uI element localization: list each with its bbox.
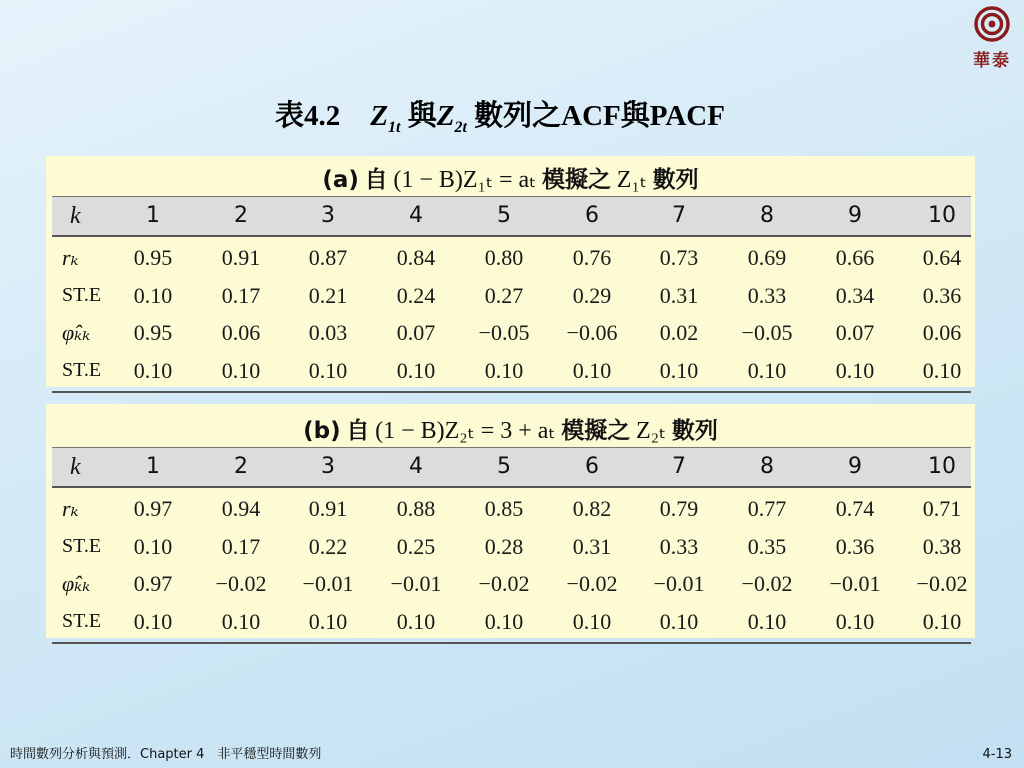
table-cell: 0.17 <box>221 533 261 559</box>
table-cell: −0.01 <box>302 571 354 596</box>
header-lag-cell: 10 <box>928 203 956 228</box>
title-z2: Z <box>436 100 455 132</box>
table-cell: 0.33 <box>659 533 699 559</box>
table-cell: 0.38 <box>922 533 962 559</box>
logo-text: 華泰 <box>973 51 1011 71</box>
table-cell: 0.10 <box>484 357 524 383</box>
header-lag-cell: 1 <box>146 454 160 479</box>
table-cell: −0.02 <box>478 571 530 596</box>
caption-variable: Z₁ₜ <box>616 167 647 193</box>
table-cell: 0.85 <box>484 496 524 521</box>
table-cell: 0.10 <box>396 608 436 634</box>
table-cell: 0.02 <box>659 320 699 345</box>
table-cell: 0.10 <box>308 357 348 383</box>
header-lag-cell: 7 <box>672 454 686 479</box>
table-cell: 0.82 <box>572 496 612 521</box>
table-cell: 0.10 <box>133 357 173 383</box>
header-lag-cell: 8 <box>760 454 774 479</box>
table-cell: 0.10 <box>922 608 962 634</box>
header-lag-cell: 1 <box>146 203 160 228</box>
table-cell: 0.10 <box>221 357 261 383</box>
caption-suffix: 模擬之 <box>542 167 612 193</box>
panel-a <box>46 156 975 387</box>
header-lag-cell: 6 <box>585 454 599 479</box>
row-label: ST.E <box>62 609 102 632</box>
header-k-label: k <box>70 203 81 229</box>
table-cell: 0.10 <box>747 357 787 383</box>
row-label: φ̂ₖₖ <box>62 571 91 596</box>
header-lag-cell: 3 <box>321 203 335 228</box>
table-row <box>52 314 971 351</box>
row-label: rₖ <box>62 496 79 521</box>
table-cell: 0.80 <box>484 245 524 270</box>
caption-prefix: 自 <box>364 167 388 193</box>
table-cell: −0.01 <box>390 571 442 596</box>
table-cell: 0.74 <box>835 496 875 521</box>
table-cell: −0.02 <box>916 571 968 596</box>
table-cell: 0.27 <box>484 282 524 308</box>
table-cell: −0.06 <box>566 320 618 345</box>
caption-end: 數列 <box>652 167 699 193</box>
table-bottom-rule <box>52 642 971 644</box>
table-cell: 0.10 <box>659 357 699 383</box>
table-cell: 0.88 <box>396 496 436 521</box>
header-lag-cell: 9 <box>848 454 862 479</box>
table-cell: 0.03 <box>308 320 348 345</box>
table-cell: 0.10 <box>484 608 524 634</box>
header-lag-cell: 7 <box>672 203 686 228</box>
table-cell: 0.10 <box>747 608 787 634</box>
table-cell: 0.95 <box>133 245 173 270</box>
table-cell: 0.87 <box>308 245 348 270</box>
caption-end: 數列 <box>671 418 718 444</box>
row-label: ST.E <box>62 534 102 557</box>
table-cell: 0.34 <box>835 282 875 308</box>
table-cell: 0.25 <box>396 533 436 559</box>
table-cell: 0.73 <box>659 245 699 270</box>
table-cell: 0.10 <box>922 357 962 383</box>
table-cell: 0.21 <box>308 282 348 308</box>
table-cell: 0.10 <box>835 608 875 634</box>
row-label: ST.E <box>62 358 102 381</box>
table-cell: 0.10 <box>396 357 436 383</box>
table-cell: 0.97 <box>133 571 173 596</box>
table-cell: 0.22 <box>308 533 348 559</box>
panel-b <box>46 404 975 638</box>
table-row <box>52 603 971 640</box>
table-cell: 0.95 <box>133 320 173 345</box>
title-z1-sub: 1t <box>388 118 401 136</box>
table-cell: 0.84 <box>396 245 436 270</box>
header-lag-cell: 10 <box>928 454 956 479</box>
header-lag-cell: 3 <box>321 454 335 479</box>
header-lag-cell: 9 <box>848 203 862 228</box>
table-cell: −0.01 <box>653 571 705 596</box>
table-cell: 0.97 <box>133 496 173 521</box>
caption-suffix: 模擬之 <box>561 418 631 444</box>
header-lag-cell: 5 <box>497 203 511 228</box>
table-cell: 0.33 <box>747 282 787 308</box>
table-cell: 0.35 <box>747 533 787 559</box>
table-cell: 0.36 <box>835 533 875 559</box>
header-lag-cell: 8 <box>760 203 774 228</box>
row-label: φ̂ₖₖ <box>62 320 91 345</box>
table-row <box>52 352 971 389</box>
header-lag-cell: 4 <box>409 203 423 228</box>
table-cell: 0.10 <box>659 608 699 634</box>
table-cell: 0.91 <box>221 245 261 270</box>
table-cell: 0.06 <box>221 320 261 345</box>
table-cell: 0.10 <box>572 608 612 634</box>
table-caption <box>46 161 975 194</box>
table-cell: 0.69 <box>747 245 787 270</box>
table-cell: 0.17 <box>221 282 261 308</box>
table-cell: 0.36 <box>922 282 962 308</box>
table-bottom-rule <box>52 391 971 393</box>
table-cell: 0.07 <box>396 320 436 345</box>
title-z2-sub: 2t <box>454 118 467 136</box>
logo <box>966 6 1018 71</box>
row-label: ST.E <box>62 283 102 306</box>
table-cell: 0.79 <box>659 496 699 521</box>
table-row <box>52 528 971 565</box>
table-cell: 0.10 <box>308 608 348 634</box>
table-cell: 0.66 <box>835 245 875 270</box>
table-cell: 0.76 <box>572 245 612 270</box>
table-cell: 0.31 <box>572 533 612 559</box>
table-cell: 0.94 <box>221 496 261 521</box>
title-rest: 數列之ACF與PACF <box>466 100 725 132</box>
table-cell: 0.10 <box>221 608 261 634</box>
footer-page-number: 4-13 <box>982 747 1012 762</box>
table-cell: −0.02 <box>215 571 267 596</box>
table-cell: 0.64 <box>922 245 962 270</box>
table-row <box>52 277 971 314</box>
logo-mark-icon <box>974 6 1010 42</box>
caption-equation: (1 − B)Z₁ₜ = aₜ <box>393 167 537 193</box>
header-k-label: k <box>70 454 81 480</box>
table-cell: 0.06 <box>922 320 962 345</box>
title-z1: Z <box>370 100 389 132</box>
table-cell: 0.31 <box>659 282 699 308</box>
table-cell: −0.02 <box>566 571 618 596</box>
table-cell: 0.10 <box>835 357 875 383</box>
table-cell: 0.71 <box>922 496 962 521</box>
header-lag-cell: 2 <box>234 454 248 479</box>
header-lag-cell: 6 <box>585 203 599 228</box>
title-table-no: 表4.2 <box>275 100 341 132</box>
table-cell: 0.28 <box>484 533 524 559</box>
table-cell: −0.02 <box>741 571 793 596</box>
title-conj: 與 <box>400 100 437 132</box>
caption-prefix: 自 <box>346 418 370 444</box>
table-header-row <box>52 196 971 237</box>
caption-variable: Z₂ₜ <box>636 418 667 444</box>
table-cell: 0.10 <box>133 608 173 634</box>
caption-tag: (b) <box>303 418 341 444</box>
row-label: rₖ <box>62 245 79 270</box>
table-cell: 0.10 <box>133 533 173 559</box>
table-cell: 0.29 <box>572 282 612 308</box>
header-lag-cell: 4 <box>409 454 423 479</box>
table-cell: 0.24 <box>396 282 436 308</box>
table-header-row <box>52 447 971 488</box>
table-caption <box>46 412 975 445</box>
table-cell: −0.05 <box>741 320 793 345</box>
table-cell: 0.91 <box>308 496 348 521</box>
table-row <box>52 239 971 276</box>
page-title <box>0 93 1000 137</box>
header-lag-cell: 2 <box>234 203 248 228</box>
header-lag-cell: 5 <box>497 454 511 479</box>
table-cell: 0.07 <box>835 320 875 345</box>
caption-equation: (1 − B)Z₂ₜ = 3 + aₜ <box>375 418 556 444</box>
table-cell: 0.77 <box>747 496 787 521</box>
table-row <box>52 490 971 527</box>
table-cell: −0.01 <box>829 571 881 596</box>
table-row <box>52 565 971 602</box>
table-cell: −0.05 <box>478 320 530 345</box>
table-cell: 0.10 <box>572 357 612 383</box>
footer-course-title: 時間數列分析與預測．Chapter 4 非平穩型時間數列 <box>10 747 322 762</box>
caption-tag: (a) <box>322 167 359 193</box>
table-cell: 0.10 <box>133 282 173 308</box>
